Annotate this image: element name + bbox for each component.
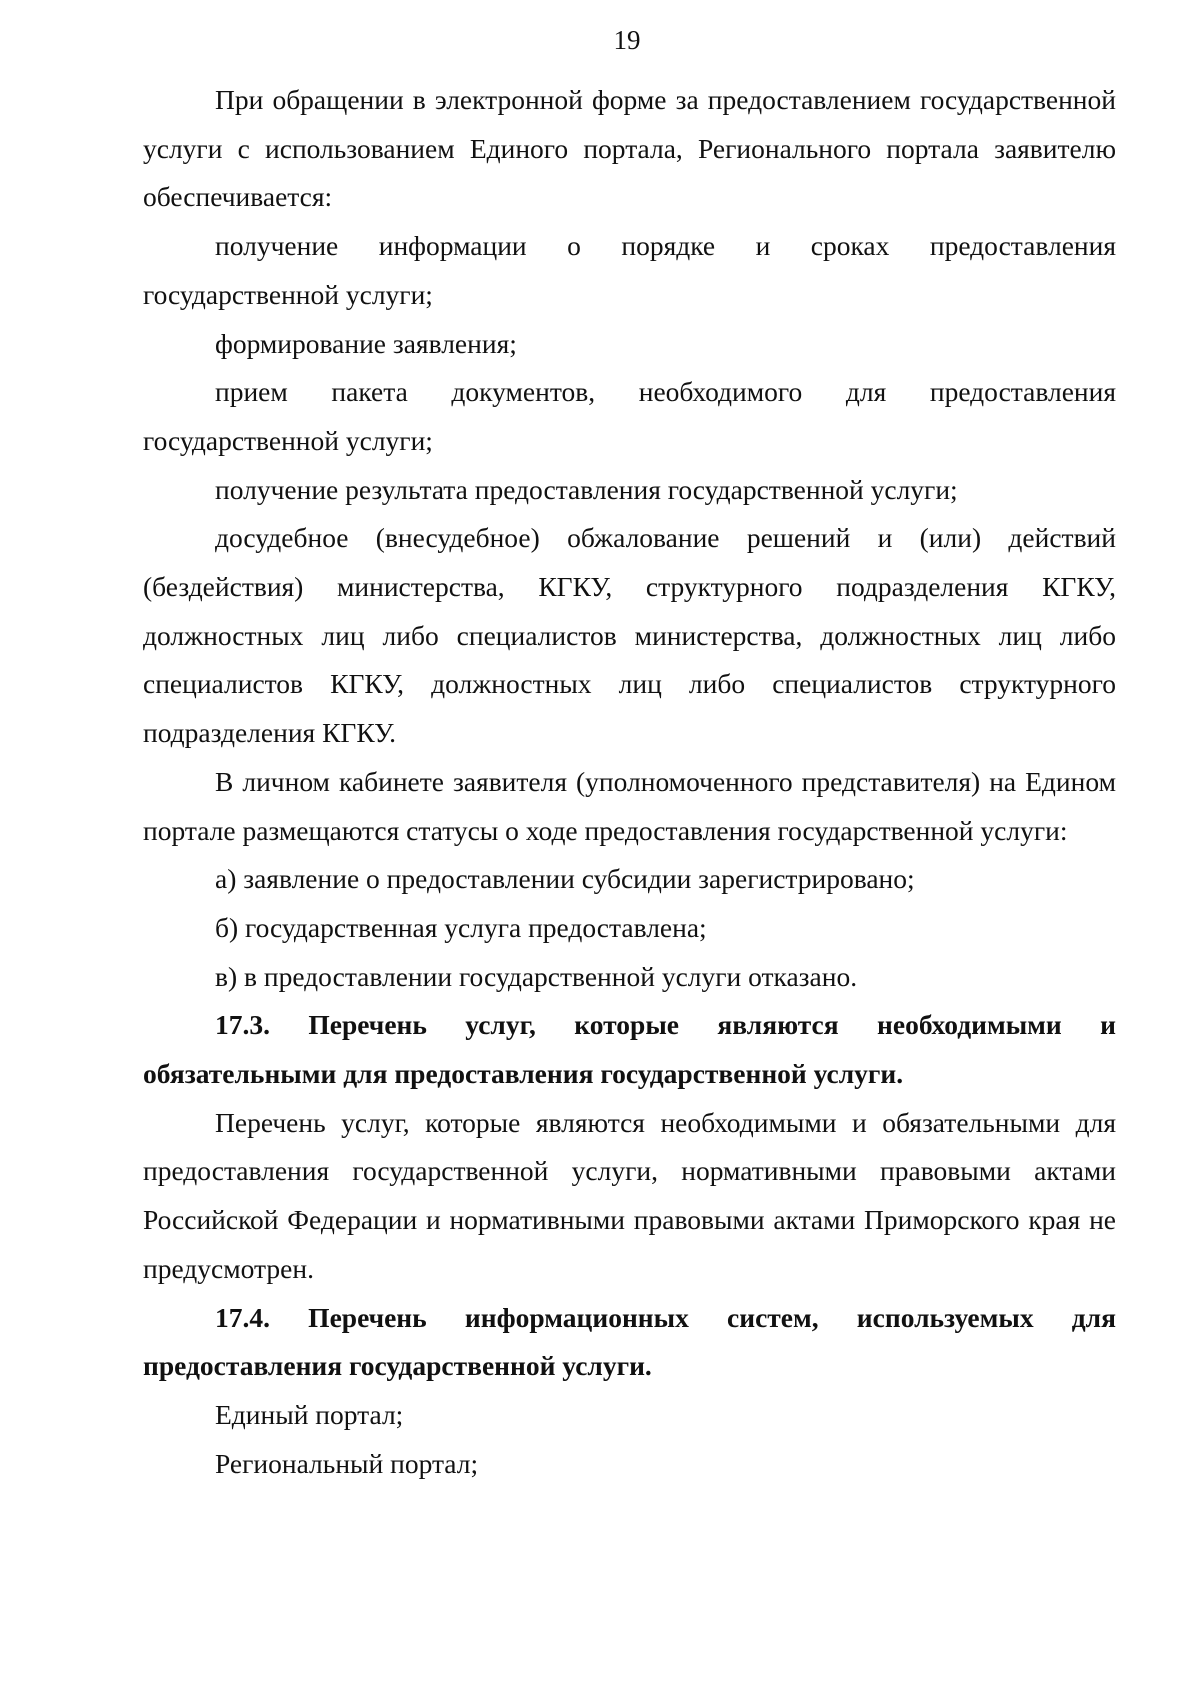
paragraph-electronic-form-intro: При обращении в электронной форме за предоставлением государственной услуги с использованием Единого портала, Регионального портала заявителю обеспечивается: — [143, 84, 1116, 213]
document-body — [143, 76, 1116, 1488]
status-item-provided: б) государственная услуга предоставлена; — [215, 911, 707, 943]
paragraph-services-list: Перечень услуг, которые являются необходимыми и обязательными для предоставления государственной услуги, нормативными правовыми актами Российской Федерации и нормативными правовыми актами Приморского края не предусмотрен. — [143, 1106, 1116, 1284]
page-number: 19 — [613, 25, 641, 55]
list-item-regional-portal: Региональный портал; — [215, 1447, 479, 1479]
paragraph-personal-account-statuses: В личном кабинете заявителя (уполномоченного представителя) на Едином портале размещаются статусы о ходе предоставления государственной услуги: — [143, 765, 1116, 846]
list-item-result-receipt: получение результата предоставления государственной услуги; — [215, 473, 958, 505]
status-item-registered: а) заявление о предоставлении субсидии зарегистрировано; — [215, 863, 915, 895]
list-item-unified-portal: Единый портал; — [215, 1398, 404, 1430]
list-item-pretrial-appeal: досудебное (внесудебное) обжалование решений и (или) действий (бездействия) министерства, КГКУ, структурного подразделения КГКУ, должностных лиц либо специалистов министерства, должностных лиц либо специалистов КГКУ, должностных лиц либо специалистов структурного подразделения КГКУ. — [143, 522, 1116, 749]
section-heading-17-3: 17.3. Перечень услуг, которые являются необходимыми и обязательными для предоставления государственной услуги. — [143, 1009, 1116, 1090]
list-item-application-forming: формирование заявления; — [215, 327, 517, 359]
list-item-documents-reception: прием пакета документов, необходимого для предоставления государственной услуги; — [143, 376, 1116, 456]
status-item-refused: в) в предоставлении государственной услуги отказано. — [215, 960, 858, 992]
list-item-information: получение информации о порядке и сроках предоставления государственной услуги; — [143, 230, 1116, 310]
section-heading-17-4: 17.4. Перечень информационных систем, используемых для предоставления государственной услуги. — [143, 1301, 1116, 1382]
